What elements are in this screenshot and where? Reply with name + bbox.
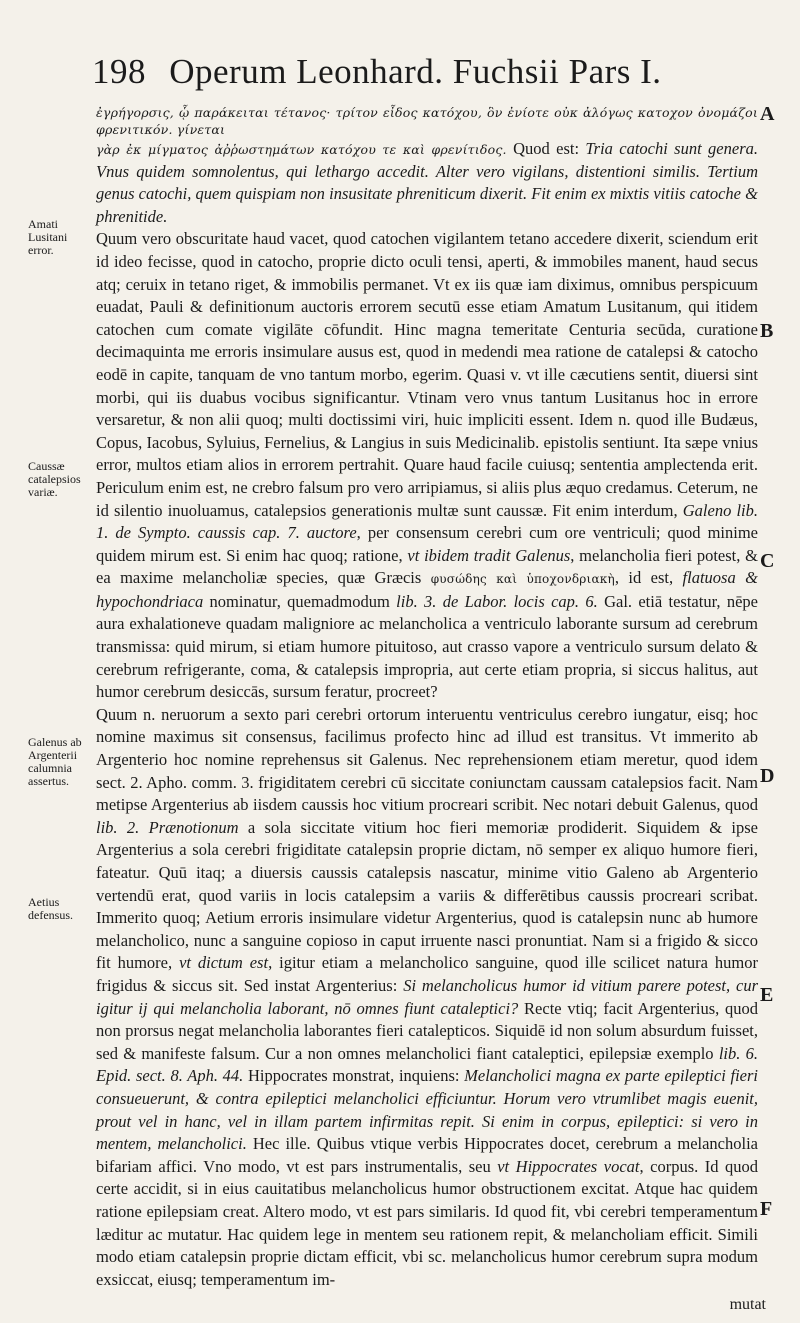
translation-text: Tria catochi sunt genera. Vnus quidem somnolentus, qui lethargo accedit. Alter vero vigilans, distentioni similis. Tertium genus catochi, quem quispiam non insusitate phreniticum dixerit. Fit enim ex mixtis vitiis catoche & phrenitide. bbox=[96, 139, 758, 226]
text-run: , melancholia fieri potest, & ea maxime melancholiæ species, quæ Græcis bbox=[96, 545, 759, 588]
page-number: 198 bbox=[92, 52, 146, 91]
greek-quote-line-1: ἐγρήγορσις, ᾧ παράκειται τέτανος· τρίτον εἶδος κατόχου, ὃν ἐνίοτε οὐκ ἀλόγως κατοχον ὀνομάζοι φρενιτικόν. γίνεται bbox=[96, 105, 758, 137]
section-letter-e: E bbox=[760, 984, 774, 1006]
text-run: Hippocrates monstrat, inquiens: bbox=[243, 1066, 465, 1086]
citation: vt Hippocrates vocat bbox=[497, 1156, 640, 1176]
citation: vt ibidem tradit Galenus bbox=[407, 545, 571, 565]
text-run: , corpus. Id quod certe accidit, si in eius cauitatibus melancholicus humor obstructionem excitat. Atque hac quidem ratione epilepsiam creat. Altero modo, vt est pars similaris. Id quod fit, vbi cerebri temperamentum læditur ac mutatur. Hac quidem lege in mentem seu rationem repit, & melancholiam efficit. Simili modo etiam catalepsin proprie dictam efficit, vbi sc. melancholicus humor cerebrum supra modum exsiccat, eiusq; temperamentum im- bbox=[96, 1156, 759, 1289]
margin-note-caussae: Caussæ catalepsios variæ. bbox=[28, 459, 81, 499]
paragraph bbox=[96, 228, 758, 703]
citation: Si melancholicus humor id vitium parere potest, cur igitur ij qui melancholia laborant, nō omnes fiunt cataleptici? bbox=[96, 975, 759, 1018]
paragraph bbox=[96, 704, 758, 1291]
translation-intro: Quod est: bbox=[513, 139, 586, 158]
section-letter-c: C bbox=[760, 550, 775, 572]
text-run: nominatur, quemadmodum bbox=[203, 591, 397, 611]
section-letter-d: D bbox=[760, 765, 775, 787]
citation: Melancholici magna ex parte epileptici fieri consueuerunt, & contra epileptici melancholici efficiuntur. Horum vero vtrumlibet magis euenit, prout vel in hanc, vel in illam partem infirmitas repit. Si enim in corpus, epileptici: si vero in mentem, melancholici. bbox=[96, 1066, 758, 1154]
greek-quote-line-2: γὰρ ἐκ μίγματος ἀῤῥωστημάτων κατόχου τε καὶ φρενίτιδος. bbox=[96, 142, 507, 157]
citation: lib. 6. Epid. sect. 8. Aph. 44. bbox=[96, 1043, 758, 1086]
text-run: Gal. etiā testatur, nēpe aura exhalationeve quadam maligniore ac melancholica a ventriculo laborante sursum ad cerebrum transmissa: quid mirum, si etiam humore pituitoso, aut crasso vapore a ventriculo sursum delato & cerebrum refrigerante, coma, & catalepsis impropria, aut certe etiam propria, si siccus halitus, aut humor cerebrum desiccās, sursum feratur, procreet? bbox=[96, 591, 758, 702]
section-letter-f: F bbox=[760, 1198, 773, 1220]
margin-note-amati: Amati Lusitani error. bbox=[28, 217, 68, 257]
margin-note-galenus: Galenus ab Argenterii calumnia assertus. bbox=[28, 735, 82, 788]
citation: vt dictum est bbox=[179, 953, 269, 973]
citation: lib. 3. de Labor. locis cap. 6. bbox=[396, 591, 598, 611]
text-run: Quum n. neruorum a sexto pari cerebri ortorum interuentu ventriculus cerebro iungatur, eisq; hoc nomine maximus sit consensus, facilimus profecto hinc ad illud est transitus. Vt immerito ab Argenterio hoc nomine reprehensus sit Galenus. Nec reprehensionem etiam meretur, quod idem sect. 2. Apho. comm. 3. frigiditatem cerebri cū siccitate coniunctam caussam catalepsios facit. Nam metipse Argenterius ab iisdem caussis hoc vitium procreari scribit. Nec notari debuit Galenus, quod bbox=[96, 704, 758, 815]
section-letter-a: A bbox=[760, 103, 775, 125]
section-letter-b: B bbox=[760, 320, 774, 342]
catchword: mutat bbox=[729, 1296, 766, 1313]
text-run: Hec ille. Quibus vtique verbis Hippocrates docet, cerebrum a melancholia bifariam affici. Vno modo, vt est pars instrumentalis, seu bbox=[96, 1134, 758, 1176]
text-run: , igitur etiam a melancholico sanguine, quod ille scilicet natura humor frigidus & siccus sit. Sed instat Argenterius: bbox=[96, 953, 758, 995]
citation: lib. 2. Prænotionum bbox=[96, 817, 239, 837]
text-run: Quum vero obscuritate haud vacet, quod catochen vigilantem tetano accedere dixerit, sciendum erit id ideo fecisse, quod in catocho, proprie dicto oculi tensi, aperti, & immobiles manent, haud secus atq; ceruix in tetano riget, & immobilis permanet. Vt ex iis quæ iam diximus, omnibus perspicuum euadat, Pauli & definitionum auctoris errorem secutū esse etiam Amatum Lusitanum, qui itidem catochen cum comate vigilāte cōfundit. Hinc magna temeritate Centuria secūda, curatione decimaquinta me erroris insimulare ausus est, quod in medendi mea ratione de catalepsi & catocho eodē in capite, tanquam de vno tantum morbo, egerim. Quasi v. vt ille cæcutiens sentit, diuersi sint morbi, qui iis duabus vocibus significantur. Vtinam vero vnus tantum Lusitanus hoc in errore versaretur, & non alii quoq; multi doctissimi viri, huic impliciti essent. Idem n. quod ille Budæus, Copus, Iacobus, Syluius, Fernelius, & Langius in suis Medicinalib. epistolis sentiunt. Ita sæpe vnius error, multos etiam alios in errorem pertrahit. Quare haud facile cuiusq; sententia amplectenda erit. Periculum enim est, ne crebro falsum pro vero arripiamus, si aliis plus æquo credamus. Ceterum, ne id silentio inuoluamus, catalepsios generationis multæ sunt caussæ. Fit enim interdum, bbox=[96, 229, 758, 520]
text-run: , per consensum cerebri cum ore ventriculi; quod minime quidem mirum est. Si enim hac quoq; ratione, bbox=[96, 523, 758, 565]
margin-note-aetius: Aetius defensus. bbox=[28, 895, 73, 922]
citation: Galeno lib. 1. de Sympto. caussis cap. 7. auctore bbox=[96, 500, 759, 543]
text-run: Recte vtiq; facit Argenterius, quod non prorsus negat melancholia laborantes fieri catalepticos. Siquidē id non solum absurdum fuisset, sed & manifeste falsum. Cur a non omnes melancholici fiant cataleptici, epilepsiæ exemplo bbox=[96, 998, 758, 1063]
running-title: Operum Leonhard. Fuchsii Pars I. bbox=[169, 52, 662, 91]
text-run: , id est, bbox=[614, 568, 683, 588]
text-run: a sola siccitate vitium hoc fieri memoriæ prodiderit. Siquidem & ipse Argenterius a sola cerebri frigiditate catalepsin proprie dictam, nō semper ex aliquo humore fieri, fateatur. Quū itaq; a diuersis caussis catalepsis nascatur, minime vitio Galeno ab Argenterio vertendū erat, quod variis in locis catalepsim a variis & differētibus caussis procreari scribat. Immerito quoq; Aetium erroris insimulare videtur Argenterius, quod is catalepsin nunc ab humore melancholico, nunc a sanguine copioso in caput irruente nasci pronuntiat. Nam si a frigido & sicco fit humore, bbox=[96, 817, 758, 973]
greek-phrase: φυσώδης καὶ ὑποχονδριακὴ bbox=[430, 572, 615, 587]
main-text bbox=[96, 104, 758, 1291]
running-header bbox=[92, 52, 712, 92]
citation: flatuosa & hypochondriaca bbox=[96, 568, 758, 611]
